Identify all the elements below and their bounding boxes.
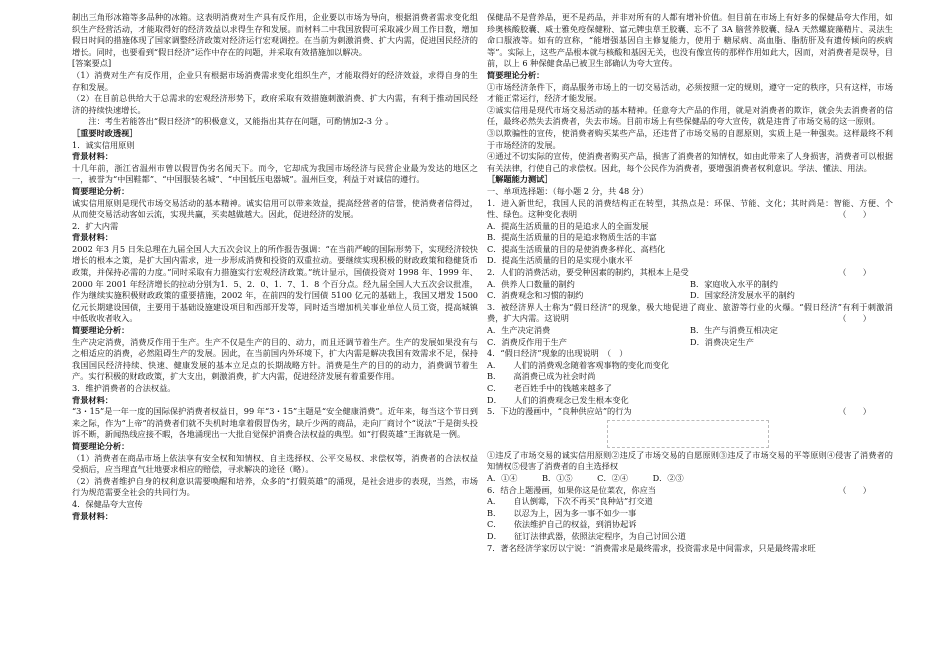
paragraph: “3・15”是一年一度的国际保护消费者权益日，99 年“3・15”主题是“安全健康消费”。近年来，每当这个节日到来之际，作为“上帝”的消费者们就不失机时地拿着假冒伪劣，缺斤少两的商品，走向厂商讨个“说法”于是街头投诉不断，新闻热线应接不暇，各地涌现出一大批自觉保护消费合法权益的典型。如“打假英雄”王海就是一例。: [72, 406, 478, 440]
option: A．提高生活质量的目的是追求人的全面发展: [487, 220, 649, 231]
option-row: [487, 325, 893, 337]
paragraph: 4．保健品夸大宣传: [72, 498, 143, 509]
paragraph: （2）在目前总供给大于总需求的宏观经济形势下，政府采取有效措施刺激消费、扩大内需，有利于推动国民经济的持续快速增长。: [72, 93, 478, 115]
question: [487, 406, 893, 418]
paragraph: 2002 年3 月5 日朱总理在九届全国人大五次会议上的所作报告强调：“在当前严峻的国际形势下，实现经济较快增长的根本之策，是扩大国内需求，进一步形成消费和投资的双重拉动。要继续实现积极的财政政策和稳健货币政策，并保持必需的力度。”同时采取有力措施实行宏观经济政策。”统计显示，国债投资对 1998 年、1999 年、2000 年 2001 年经济增长的拉动分别为1．5、2．0、1．7、1．8 个百分点。经九届全国人大五次会议批准，作为继续实施积极财政政策的重要措施，2002 年，在前四的发行国债 5100 亿元的基础上，我国又增发 1500 亿元长期建设国债，主要用于基础设施建设项目和西部开发等，同时适当增加机关事业单位人员工资，提高城镇中低收收者收入。: [72, 243, 478, 324]
question-text: 1．进入新世纪，我国人民的消费结构正在转型，其热点是：环保、节能、文化；其时尚是：智能、方便、个性、绿色。这种变化表明: [487, 197, 893, 220]
paragraph: 7．著名经济学家厉以宁说：“消费需求是最终需求，投资需求是中间需求，只是最终需求旺: [487, 542, 816, 553]
option: D． 人们的消费观念已发生根本变化: [487, 394, 629, 405]
option: A．①④ B．①⑤ C．②④ D．②③: [487, 472, 684, 483]
answer-paren: （ ）: [838, 406, 871, 417]
option: A． 人们的消费观念随着客观事物的变化而变化: [487, 359, 669, 370]
paragraph: 2．扩大内需: [72, 220, 119, 231]
option-b: D．消费决定生产: [690, 336, 754, 347]
question: [487, 267, 893, 279]
option: C． 依法维护自己的权益，到消协起诉: [487, 519, 637, 530]
section-heading: ［解题能力测试］: [487, 174, 553, 185]
section-heading: 背景材料：: [72, 232, 113, 243]
option: B．提高生活质量的目的是追求物质生活的丰富: [487, 232, 657, 243]
option: A． 自认倒霉，下次不再买“良种站”打交道: [487, 496, 653, 507]
option: B． 高消费已成为社会时尚: [487, 371, 596, 382]
paragraph: 1．诚实信用原则: [72, 139, 135, 150]
option-b: B．生产与消费互相决定: [690, 325, 778, 336]
question-text: 3．被经济界人士称为“假日经济”的现象，极大地促进了商业、旅游等行业的火爆。“假日经济”有利于刺激消费，扩大内需。这说明: [487, 301, 893, 324]
paragraph: [答案要点]: [72, 58, 112, 69]
left-column: [72, 12, 478, 522]
paragraph: 3．维护消费者的合法权益。: [72, 383, 176, 393]
question: [487, 485, 893, 497]
option-b: D．国家经济发展水平的制约: [690, 290, 795, 301]
paragraph: ②诚实信用是现代市场交易活动的基本精神。任意夸大产品的作用，就是对消费者的欺诈，就会失去消费者的信任，最终必然失去消费者，失去市场。目前市场上有些保健品的夸大宣传，就是违背了市场交易的这一原则。: [487, 104, 893, 127]
question: [487, 198, 893, 221]
paragraph: ①违反了市场交易的诚实信用原则②违反了市场交易的自愿原则③违反了市场交易的平等原则④侵害了消费者的知情权⑤侵害了消费者的自主选择权: [487, 449, 893, 472]
paragraph: ①市场经济条件下，商品服务市场上的一切交易活动，必须按照一定的规则，遵守一定的秩序，只有这样，市场才能正常运行，经济才能发展。: [487, 81, 893, 104]
question: [487, 348, 893, 360]
section-heading: 背景材料：: [72, 151, 113, 162]
section-heading: 简要理论分析：: [487, 69, 545, 80]
question-text: 4．“假日经济”现象的出现说明 （ ）: [487, 348, 628, 359]
paragraph: ④通过不切实际的宣传，使消费者购买产品，损害了消费者的知情权，如由此带来了人身损害，消费者可以根据有关法律，行使自己的求偿权。因此，每个公民作为消费者，要增强消费者权利意识。学法、懂法、用法。: [487, 151, 893, 173]
question-text: 2．人们的消费活动，要受种因素的制约，其根本上是受: [487, 267, 689, 278]
option-row: [487, 290, 893, 302]
paragraph: 诚实信用原则是现代市场交易活动的基本精神。诚实信用可以带来效益，提高经营者的信誉，使消费者信得过，从而使交易活动客如云流，实现共赢，买卖越做越大。因此，促进经济的发展。: [72, 197, 478, 220]
paragraph: ③以欺骗性的宣传，使消费者购买某些产品，还违背了市场交易的自愿原则，实质上是一种强卖。这样最终不利于市场经济的发展。: [487, 127, 893, 150]
answer-paren: （ ）: [838, 313, 871, 324]
answer-paren: （ ）: [838, 484, 871, 495]
section-heading: 简要理论分析：: [72, 185, 130, 196]
question-text: 6．结合上题漫画，如果你这是位菜农，你应当: [487, 484, 656, 495]
paragraph: 生产决定消费，消费反作用于生产。生产不仅是生产的目的、动力，而且还调节着生产。生产的发展如果没有与之相适应的消费，必然阻碍生产的发展。因此，在当前国内外环境下，扩大内需是解决我国有效需求不足，保持我国国民经济持续、快速、健康发展的基本立足点的长期战略方针。消费是生产的目的的动力，消费调节着生产。实行积极的财政政策，扩大支出，刺激消费，扩大内需，促进经济发展有着重要作用。: [72, 336, 478, 382]
question: [487, 302, 893, 325]
note: 注：考生若能答出“假日经济”的积极意义，又能指出其存在问题，可酌情加2-3 分 。: [88, 116, 394, 127]
option-row: [487, 337, 893, 349]
option-row: [487, 279, 893, 291]
option: C．提高生活质量的目的是使消费多样化、高档化: [487, 243, 666, 254]
answer-paren: （ ）: [838, 209, 871, 220]
option: C． 老百姓手中的钱越来越多了: [487, 383, 612, 393]
section-heading: 背景材料：: [72, 510, 113, 521]
paragraph: （2）消费者维护自身的权利意识需要唤醒和培养，众多的“打假英雄”的涌现，是社会进步的表现，当然，市场行为规范需要全社会的共同行为。: [72, 475, 478, 498]
option-a: C．消费观念和习惯的制约: [487, 290, 584, 301]
section-heading: 背景材料：: [72, 394, 113, 405]
section-heading: 简要理论分析：: [72, 440, 130, 451]
paragraph: 十几年前，浙江省温州市曾以假冒伪劣名闻天下。而今，它却成为我国市场经济与民营企业最为发达的地区之一，被誉为“中国鞋都”、“中国服装名城”、“中国低压电器城”。温州巨变，利益于对诚信的遵行。: [72, 162, 478, 185]
cartoon-image-placeholder: [607, 420, 769, 448]
option: D．提高生活质量的目的是实现小康水平: [487, 255, 633, 266]
paragraph: 保健品不是营养品，更不是药品，并非对所有的人都有增补价值。但目前在市场上有好多的保健品夸大作用，如珍奥核酸胶囊、威士雅免疫保健粉、富元牌虫草王胶囊、忘不了 3A 脑营养胶囊、绿A 天然螺旋藻精片、灵法生命口服液等。如有的宣称，“能增强基因自主修复能力，使用于 糖尿病、高血脂、脂肪肝及有遗传倾向的疾病等”。实际上，这些产品根本就与核酸和基因无关，也没有像宣传的那样作用如此大，因而，对消费者是误导，目前，以上 6 种保健食品已被卫生部确认为夸大宣传。: [487, 12, 893, 69]
option-a: C．消费反作用于生产: [487, 336, 567, 347]
right-column: [487, 12, 893, 554]
paragraph: 制出三角形冰箱等多品种的冰箱。这表明消费对生产具有反作用，企业要以市场为导向，根据消费者需求变化组织生产经营活动，才能取得好的经济效益以求得生存和发展。而材料二中我国放假可采取减少周工作日数，增加假日时间的措施体现了国家调整经济政策对经济运行宏观调控。在当前为刺激消费、扩大内需，促进国民经济的增长。同时，也要看到“假日经济”运作中存在的问题，并采取有效措施加以解决。: [72, 12, 478, 57]
question-text: 5．下边的漫画中，“良种供应站”的行为: [487, 406, 632, 417]
section-heading: ［重要时政透视］: [72, 127, 138, 138]
paragraph: （1）消费对生产有反作用，企业只有根据市场消费需求变化组织生产，才能取得好的经济效益，求得自身的生存和发展。: [72, 69, 478, 92]
paragraph: （1）消费者在商品市场上依法享有安全权和知情权、自主选择权、公平交易权、求偿权等，消费者的合法权益受损后，应当理直气壮地要求相应的赔偿，寻求解决的途径（略）。: [72, 452, 478, 475]
option-a: A．生产决定消费: [487, 325, 551, 336]
option: D． 征订法律武器，依照法定程序，为自己讨回公道: [487, 530, 686, 541]
answer-paren: （ ）: [838, 267, 871, 278]
option-b: B．家庭收入水平的制约: [690, 278, 778, 289]
section-heading: 简要理论分析：: [72, 325, 130, 336]
option-a: A．供养人口数量的制约: [487, 278, 575, 289]
paragraph: 一、单项选择题：（每小题 2 分，共 48 分）: [487, 185, 649, 196]
option: B． 以忍为上，因为多一事不如少一事: [487, 507, 637, 518]
